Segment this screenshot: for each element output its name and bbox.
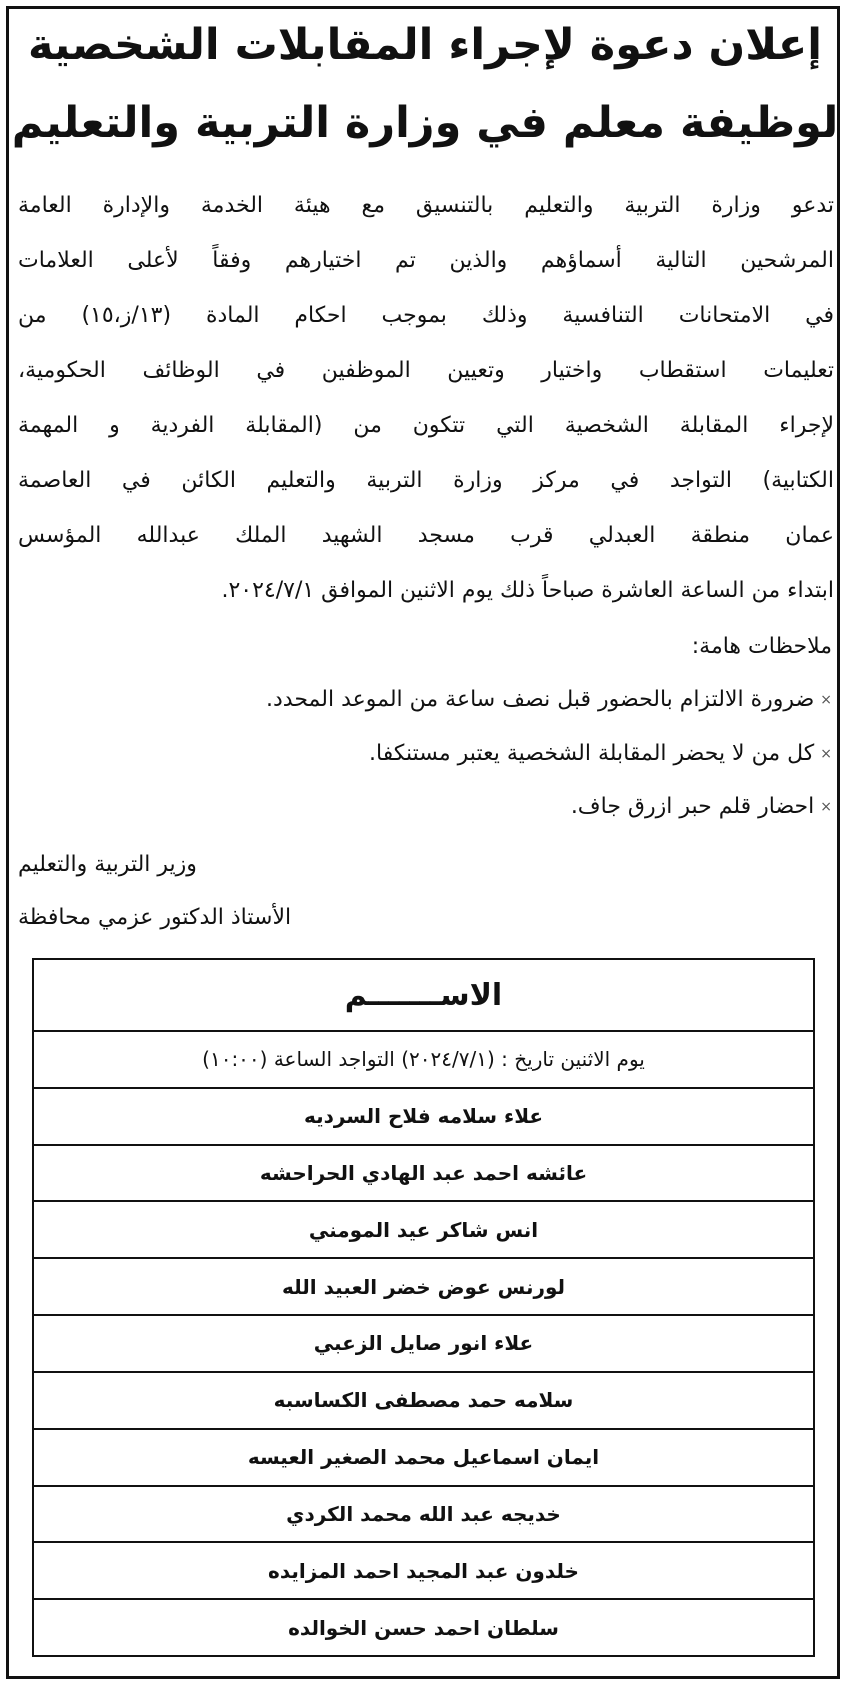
bullet-x-icon: × [820,692,832,708]
candidates-table [32,958,815,1657]
body-line: ابتداء من الساعة العاشرة صباحاً ذلك يوم الاثنين الموافق ٢٠٢٤/٧/١. [221,578,834,603]
body-line: لإجراء المقابلة الشخصية التي تتكون من (المقابلة الفردية و المهمة [18,413,834,438]
table-row: علاء انور صايل الزعبي [33,1315,814,1372]
table-row: لورنس عوض خضر العبيد الله [33,1258,814,1315]
bullet-x-icon: × [820,746,832,762]
note-text: ضرورة الالتزام بالحضور قبل نصف ساعة من الموعد المحدد. [266,687,815,712]
table-row: سلامه حمد مصطفى الكساسبه [33,1372,814,1429]
table-row: ايمان اسماعيل محمد الصغير العيسه [33,1429,814,1486]
signature-role: وزير التربية والتعليم [18,852,197,877]
table-row: سلطان احمد حسن الخوالده [33,1599,814,1656]
bullet-x-icon: × [820,799,832,815]
announcement-body [18,178,834,618]
note-item [571,787,832,827]
table-row: انس شاكر عيد المومني [33,1201,814,1258]
body-line: المرشحين التالية أسماؤهم والذين تم اختيارهم وفقاً لأعلى العلامات [18,248,834,273]
body-line: تدعو وزارة التربية والتعليم بالتنسيق مع هيئة الخدمة والإدارة العامة [18,193,834,218]
table-row: عائشه احمد عبد الهادي الحراحشه [33,1145,814,1202]
signature-name: الأستاذ الدكتور عزمي محافظة [18,905,292,930]
body-line: تعليمات استقطاب واختيار وتعيين الموظفين في الوظائف الحكومية، [18,358,834,383]
notes-heading: ملاحظات هامة: [691,634,832,659]
interview-date-row: يوم الاثنين تاريخ : (٢٠٢٤/٧/١) التواجد الساعة (١٠:٠٠) [33,1031,814,1088]
table-row: خلدون عبد المجيد احمد المزايده [33,1542,814,1599]
body-line: الكتابية) التواجد في مركز وزارة التربية والتعليم الكائن في العاصمة [18,468,834,493]
note-item [369,734,832,774]
note-item [266,680,832,720]
announcement-title-line1: إعلان دعوة لإجراء المقابلات الشخصية [27,20,823,70]
table-header: الاســـــــم [33,959,814,1031]
announcement-title-line2: لوظيفة معلم في وزارة التربية والتعليم [11,98,839,148]
table-row: خديجه عبد الله محمد الكردي [33,1486,814,1543]
note-text: احضار قلم حبر ازرق جاف. [570,794,815,819]
note-text: كل من لا يحضر المقابلة الشخصية يعتبر مستنكفا. [369,741,815,766]
table-row: علاء سلامه فلاح السرديه [33,1088,814,1145]
body-line: عمان منطقة العبدلي قرب مسجد الشهيد الملك عبدالله المؤسس [18,523,834,548]
body-line: في الامتحانات التنافسية وذلك بموجب احكام المادة (١٣/ز،١٥) من [18,303,834,328]
